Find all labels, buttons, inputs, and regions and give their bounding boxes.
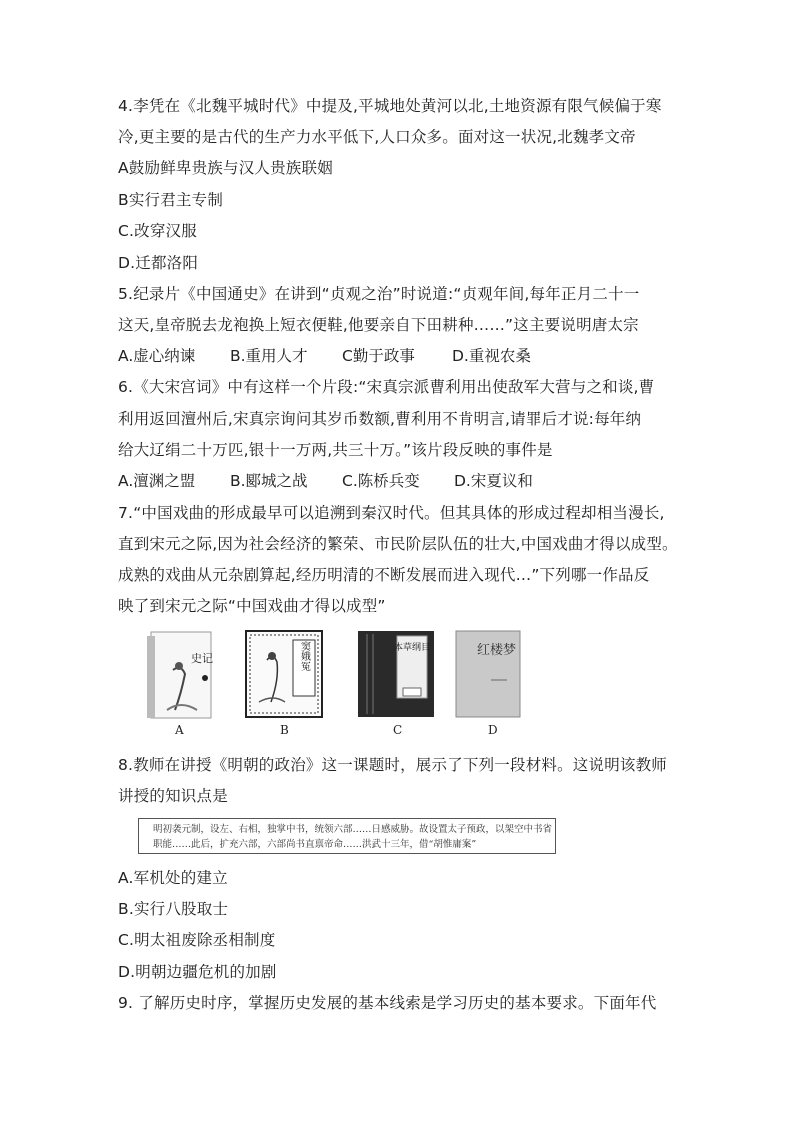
q6-stem-line2: 利用返回澶州后,宋真宗询问其岁币数额,曹利用不肯明言,请罪后才说:每年纳 bbox=[118, 410, 642, 428]
q4-option-a: A鼓励鲜卑贵族与汉人贵族联姻 bbox=[118, 159, 333, 177]
figure-d-hongloumeng-book bbox=[455, 630, 521, 724]
q5-options bbox=[118, 346, 531, 366]
q6-stem-line3: 给大辽绢二十万匹,银十一万两,共三十万。”该片段反映的事件是 bbox=[118, 441, 553, 459]
q7-stem-line1: 7.“中国戏曲的形成最早可以追溯到秦汉时代。但其具体的形成过程却相当漫长, bbox=[118, 504, 665, 522]
q8-quote-box bbox=[138, 818, 556, 854]
q7-figure-row bbox=[145, 630, 535, 742]
q6-option-b: B.郾城之战 bbox=[230, 472, 308, 490]
q8-option-d: D.明朝边疆危机的加剧 bbox=[118, 963, 277, 981]
q7-stem-line4: 映了到宋元之际“中国戏曲才得以成型” bbox=[118, 597, 386, 615]
q8-option-c: C.明太祖废除丞相制度 bbox=[118, 931, 276, 949]
q6-option-c: C.陈桥兵变 bbox=[342, 472, 420, 490]
q9-stem-line1: 9. 了解历史时序，掌握历史发展的基本线索是学习历史的基本要求。下面年代 bbox=[118, 994, 657, 1012]
q5-stem-line2: 这天,皇帝脱去龙袍换上短衣便鞋,他要亲自下田耕种……”这主要说明唐太宗 bbox=[118, 316, 639, 334]
q5-option-d: D.重视农桑 bbox=[452, 347, 531, 365]
figure-b-douewuan-book bbox=[245, 630, 325, 724]
q8-quote-line1: 明初袭元制，设左、右相，独掌中书，统领六部……日感威胁。故设置太子预政，以架空中书省 bbox=[153, 824, 553, 835]
bencao-title: 本草纲目 bbox=[393, 643, 431, 653]
q8-quote-line2: 职能……此后，扩充六部，六部尚书直禀帝命……洪武十三年，借“胡惟庸案” bbox=[153, 839, 477, 850]
q5-stem-line1: 5.纪录片《中国通史》在讲到“贞观之治”时说道:“贞观年间,每年正月二十一 bbox=[118, 285, 640, 303]
douewuan-title: 窦娥冤 bbox=[298, 641, 310, 671]
q6-option-a: A.澶渊之盟 bbox=[118, 472, 196, 490]
q8-option-a: A.军机处的建立 bbox=[118, 869, 228, 887]
q5-option-a: A.虚心纳谏 bbox=[118, 347, 196, 365]
q6-stem-line1: 6.《大宋宫词》中有这样一个片段:“宋真宗派曹利用出使敌军大营与之和谈,曹 bbox=[118, 378, 655, 396]
q8-stem-line1: 8.教师在讲授《明朝的政治》这一课题时，展示了下列一段材料。这说明该教师 bbox=[118, 756, 667, 774]
q7-stem-line3: 成熟的戏曲从元杂剧算起,经历明清的不断发展而进入现代…”下列哪一作品反 bbox=[118, 566, 650, 584]
figure-c-label: C bbox=[393, 723, 403, 737]
q4-option-d: D.迁都洛阳 bbox=[118, 254, 199, 272]
q4-stem-line2: 冷,更主要的是古代的生产力水平低下,人口众多。面对这一状况,北魏孝文帝 bbox=[118, 128, 636, 146]
q4-stem-line1: 4.李凭在《北魏平城时代》中提及,平城地处黄河以北,土地资源有限气候偏于寒 bbox=[118, 97, 662, 115]
q4-option-b: B实行君主专制 bbox=[118, 191, 224, 209]
figure-d-label: D bbox=[488, 723, 498, 737]
q6-options bbox=[118, 471, 533, 491]
shiji-title: 史记 bbox=[191, 652, 213, 665]
figure-a-label: A bbox=[175, 723, 184, 737]
hongloumeng-title: 红楼梦 bbox=[477, 643, 517, 658]
q8-option-b: B.实行八股取士 bbox=[118, 900, 229, 918]
q6-option-d: D.宋夏议和 bbox=[454, 472, 533, 490]
q5-option-c: C勤于政事 bbox=[342, 347, 415, 365]
q7-stem-line2: 直到宋元之际,因为社会经济的繁荣、市民阶层队伍的壮大,中国戏曲才得以成型。 bbox=[118, 535, 678, 553]
figure-a-shiji-book bbox=[145, 630, 227, 724]
q8-stem-line2: 讲授的知识点是 bbox=[118, 787, 228, 805]
figure-c-bencao-book bbox=[357, 630, 437, 724]
q5-option-b: B.重用人才 bbox=[230, 347, 308, 365]
q4-option-c: C.改穿汉服 bbox=[118, 222, 197, 240]
figure-b-label: B bbox=[280, 723, 289, 737]
